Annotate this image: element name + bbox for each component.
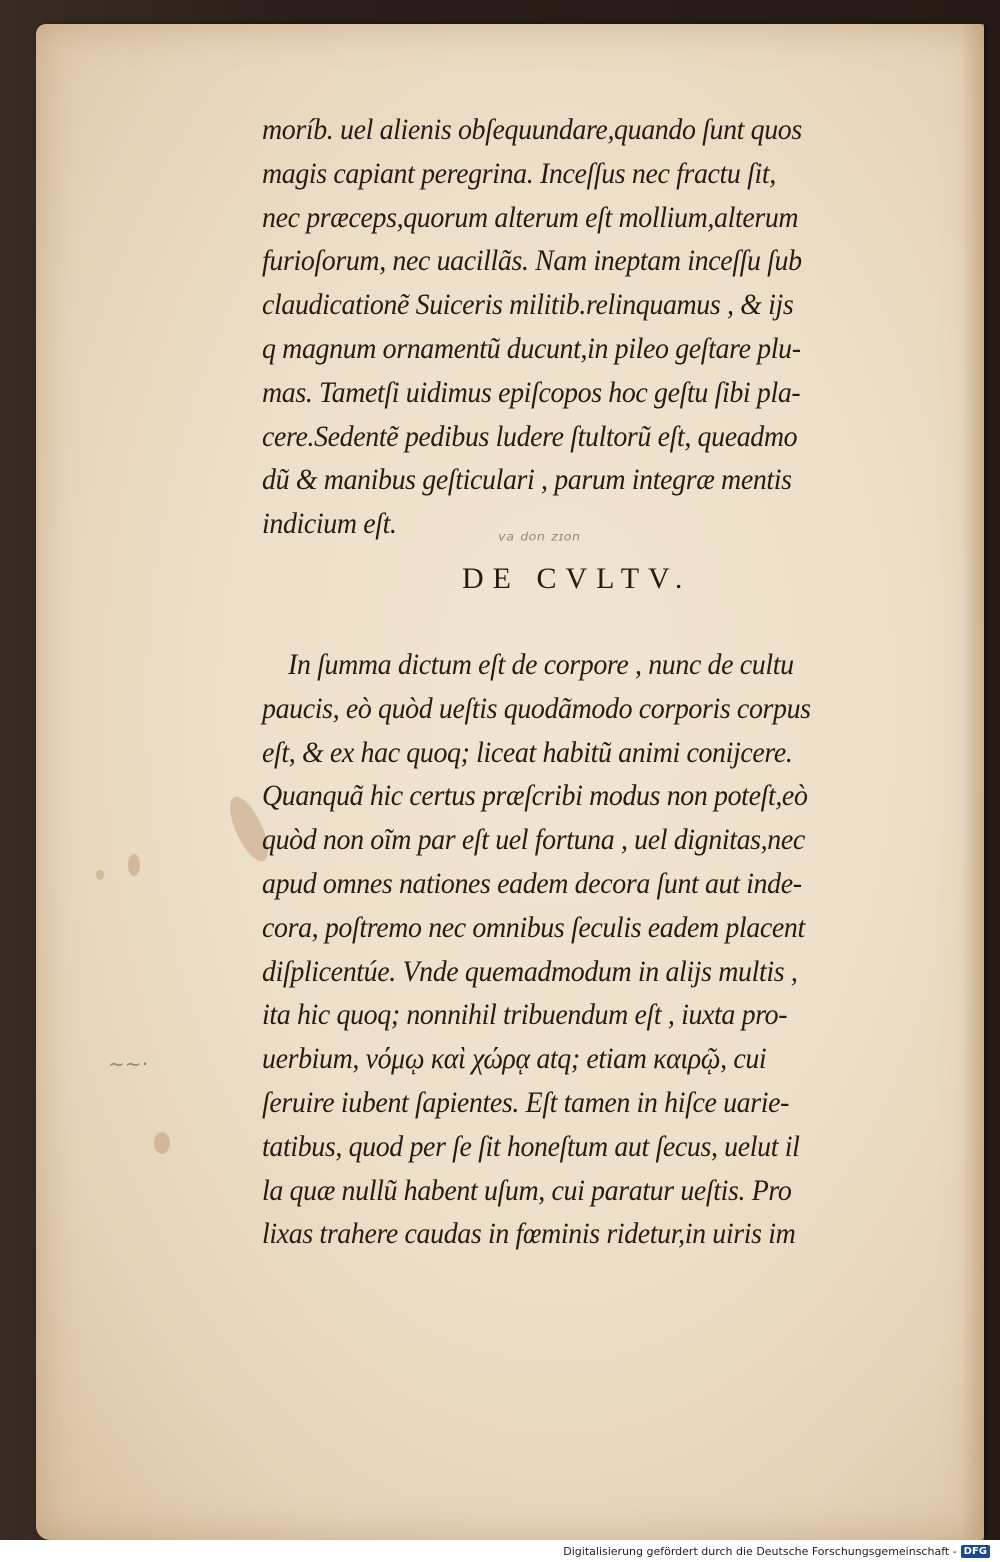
paragraph-1 <box>262 108 942 546</box>
footer-credit: Digitalisierung gefördert durch die Deutsche Forschungsgemeinschaft - <box>563 1544 957 1558</box>
text-line: claudicationẽ Suiceris militib.relinquamus , & ijs <box>262 288 794 322</box>
text-line: furioſorum, nec uacillãs. Nam ineptam inceſſu ſub <box>262 244 802 278</box>
text-line: ſeruire iubent ſapientes. Eſt tamen in hiſce uarie- <box>262 1085 790 1119</box>
text-line: Quanquã hic certus præſcribi modus non poteſt,eò <box>262 779 808 813</box>
paragraph-2 <box>262 643 942 1256</box>
text-line: paucis, eò quòd ueſtis quodãmodo corporis corpus <box>262 691 811 725</box>
margin-mark: ~~· <box>108 1052 148 1076</box>
text-line: q magnum ornamentũ ducunt,in pileo geſtare plu- <box>262 331 801 365</box>
text-line: eſt, & ex hac quoq; liceat habitũ animi conijcere. <box>262 735 793 769</box>
water-stain <box>128 854 140 876</box>
text-line: moríb. uel alienis obſequundare,quando ſunt quos <box>262 113 802 146</box>
water-stain <box>154 1132 170 1154</box>
text-line: uerbium, νόμῳ καὶ χώρᾳ atq; etiam καιρῷ, cui <box>262 1042 767 1076</box>
text-line: lixas trahere caudas in fœminis ridetur,in uiris im <box>262 1217 796 1251</box>
text-line: indicium eſt. <box>262 507 397 541</box>
text-line: ita hic quoq; nonnihil tribuendum eſt , iuxta pro- <box>262 998 788 1032</box>
handwritten-annotation: ᵛᵃ ᵈᵒⁿ ᶻᶦᵒⁿ <box>498 528 581 552</box>
text-line: cere.Sedentẽ pedibus ludere ſtultorũ eſt, queadmo <box>262 419 798 453</box>
text-line: cora, poſtremo nec omnibus ſeculis eadem placent <box>262 910 805 944</box>
digitization-footer <box>0 1540 1000 1562</box>
text-line: nec præceps,quorum alterum eſt mollium,alterum <box>262 200 799 234</box>
text-line: tatibus, quod per ſe ſit honeſtum aut ſecus, uelut il <box>262 1129 800 1163</box>
text-line: quòd non oĩm par eſt uel fortuna , uel dignitas,nec <box>262 823 805 857</box>
text-line: In ſumma dictum eſt de corpore , nunc de cultu <box>288 648 794 681</box>
text-line: dũ & manibus geſticulari , parum integræ mentis <box>262 463 792 497</box>
section-heading: DE CVLTV. <box>462 562 692 595</box>
text-line: la quæ nullũ habent uſum, cui paratur ueſtis. Pro <box>262 1173 792 1207</box>
text-line: apud omnes nationes eadem decora ſunt aut inde- <box>262 866 802 900</box>
water-stain <box>96 870 104 880</box>
text-line: mas. Tametſi uidimus epiſcopos hoc geſtu ſibi pla- <box>262 375 801 409</box>
text-line: diſplicentúe. Vnde quemadmodum in alijs multis , <box>262 954 798 988</box>
page-edge <box>962 24 984 1540</box>
text-line: magis capiant peregrina. Inceſſus nec fractu ſit, <box>262 156 776 190</box>
dfg-logo: DFG <box>961 1545 990 1558</box>
